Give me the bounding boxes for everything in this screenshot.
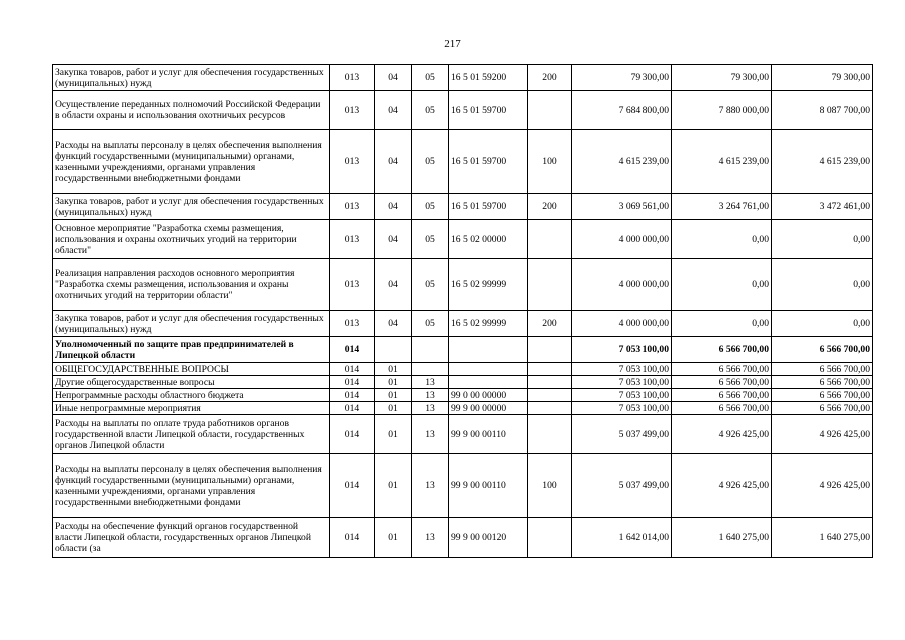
row-name-cell: Осуществление переданных полномочий Российской Федерации в области охраны и использования охотничьих ресурсов	[53, 91, 330, 130]
target-article-cell: 99 9 00 00110	[449, 454, 528, 518]
sum-year2-cell: 6 566 700,00	[672, 376, 772, 389]
razdel-cell: 04	[375, 311, 412, 337]
row-name-cell: Иные непрограммные мероприятия	[53, 402, 330, 415]
razdel-cell: 01	[375, 454, 412, 518]
row-name-cell: Закупка товаров, работ и услуг для обеспечения государственных (муниципальных) нужд	[53, 311, 330, 337]
target-article-cell: 99 0 00 00000	[449, 389, 528, 402]
ved-cell: 014	[330, 363, 375, 376]
podrazdel-cell: 13	[412, 402, 449, 415]
target-article-cell: 99 9 00 00000	[449, 402, 528, 415]
row-name-cell: Расходы на обеспечение функций органов государственной власти Липецкой области, государственных органов Липецкой области (за	[53, 518, 330, 558]
table-row	[53, 376, 873, 389]
ved-cell: 014	[330, 415, 375, 454]
ved-cell: 013	[330, 259, 375, 311]
expense-type-cell	[528, 259, 572, 311]
sum-year2-cell: 6 566 700,00	[672, 363, 772, 376]
table-row	[53, 415, 873, 454]
sum-year3-cell: 6 566 700,00	[772, 337, 873, 363]
razdel-cell: 04	[375, 91, 412, 130]
sum-year2-cell: 3 264 761,00	[672, 194, 772, 220]
table-row	[53, 91, 873, 130]
row-name-cell: Расходы на выплаты персоналу в целях обеспечения выполнения функций государственными (муниципальными) органами, казенными учреждениями, органами управления государственными внебюджетными фондами	[53, 130, 330, 194]
expense-type-cell: 100	[528, 130, 572, 194]
expense-type-cell	[528, 363, 572, 376]
sum-year1-cell: 4 000 000,00	[572, 311, 672, 337]
razdel-cell: 04	[375, 130, 412, 194]
ved-cell: 014	[330, 337, 375, 363]
sum-year2-cell: 4 615 239,00	[672, 130, 772, 194]
target-article-cell: 16 5 01 59200	[449, 65, 528, 91]
target-article-cell: 16 5 01 59700	[449, 130, 528, 194]
expense-type-cell	[528, 376, 572, 389]
ved-cell: 013	[330, 65, 375, 91]
expense-type-cell	[528, 518, 572, 558]
podrazdel-cell: 13	[412, 415, 449, 454]
sum-year2-cell: 0,00	[672, 220, 772, 259]
table-row	[53, 130, 873, 194]
podrazdel-cell: 13	[412, 376, 449, 389]
expense-type-cell: 200	[528, 65, 572, 91]
sum-year1-cell: 7 053 100,00	[572, 363, 672, 376]
sum-year3-cell: 6 566 700,00	[772, 376, 873, 389]
table-row	[53, 311, 873, 337]
sum-year2-cell: 6 566 700,00	[672, 389, 772, 402]
sum-year2-cell: 0,00	[672, 259, 772, 311]
podrazdel-cell: 05	[412, 91, 449, 130]
table-row	[53, 454, 873, 518]
sum-year1-cell: 79 300,00	[572, 65, 672, 91]
sum-year3-cell: 1 640 275,00	[772, 518, 873, 558]
sum-year1-cell: 1 642 014,00	[572, 518, 672, 558]
sum-year3-cell: 0,00	[772, 220, 873, 259]
sum-year3-cell: 8 087 700,00	[772, 91, 873, 130]
expense-type-cell	[528, 91, 572, 130]
ved-cell: 014	[330, 454, 375, 518]
razdel-cell: 01	[375, 402, 412, 415]
table-body	[53, 65, 873, 558]
razdel-cell: 01	[375, 518, 412, 558]
sum-year2-cell: 1 640 275,00	[672, 518, 772, 558]
sum-year1-cell: 5 037 499,00	[572, 415, 672, 454]
ved-cell: 014	[330, 376, 375, 389]
sum-year1-cell: 7 053 100,00	[572, 337, 672, 363]
ved-cell: 014	[330, 402, 375, 415]
sum-year1-cell: 7 053 100,00	[572, 389, 672, 402]
table-row	[53, 518, 873, 558]
ved-cell: 013	[330, 194, 375, 220]
razdel-cell: 04	[375, 220, 412, 259]
razdel-cell: 01	[375, 363, 412, 376]
sum-year1-cell: 7 053 100,00	[572, 402, 672, 415]
table-row	[53, 389, 873, 402]
table-row	[53, 65, 873, 91]
row-name-cell: Реализация направления расходов основного мероприятия "Разработка схемы размещения, использования и охраны охотничьих угодий на территории области"	[53, 259, 330, 311]
sum-year3-cell: 3 472 461,00	[772, 194, 873, 220]
sum-year1-cell: 7 684 800,00	[572, 91, 672, 130]
target-article-cell	[449, 376, 528, 389]
sum-year3-cell: 79 300,00	[772, 65, 873, 91]
sum-year3-cell: 4 615 239,00	[772, 130, 873, 194]
razdel-cell	[375, 337, 412, 363]
sum-year3-cell: 4 926 425,00	[772, 415, 873, 454]
target-article-cell: 99 9 00 00120	[449, 518, 528, 558]
razdel-cell: 04	[375, 65, 412, 91]
sum-year2-cell: 4 926 425,00	[672, 454, 772, 518]
target-article-cell: 16 5 01 59700	[449, 194, 528, 220]
row-name-cell: Закупка товаров, работ и услуг для обеспечения государственных (муниципальных) нужд	[53, 65, 330, 91]
expense-type-cell	[528, 389, 572, 402]
row-name-cell: Непрограммные расходы областного бюджета	[53, 389, 330, 402]
ved-cell: 013	[330, 220, 375, 259]
podrazdel-cell: 05	[412, 65, 449, 91]
podrazdel-cell	[412, 363, 449, 376]
sum-year2-cell: 7 880 000,00	[672, 91, 772, 130]
target-article-cell: 16 5 02 00000	[449, 220, 528, 259]
row-name-cell: Расходы на выплаты персоналу в целях обеспечения выполнения функций государственными (муниципальными) органами, казенными учреждениями, органами управления государственными внебюджетными фондами	[53, 454, 330, 518]
expense-type-cell	[528, 415, 572, 454]
table-row	[53, 259, 873, 311]
podrazdel-cell: 13	[412, 389, 449, 402]
table-row	[53, 194, 873, 220]
razdel-cell: 01	[375, 415, 412, 454]
sum-year2-cell: 6 566 700,00	[672, 337, 772, 363]
sum-year1-cell: 3 069 561,00	[572, 194, 672, 220]
budget-table	[52, 64, 873, 558]
podrazdel-cell: 05	[412, 130, 449, 194]
table-row	[53, 337, 873, 363]
podrazdel-cell: 13	[412, 518, 449, 558]
sum-year3-cell: 0,00	[772, 259, 873, 311]
expense-type-cell: 100	[528, 454, 572, 518]
table-row	[53, 220, 873, 259]
row-name-cell: Основное мероприятие "Разработка схемы размещения, использования и охраны охотничьих угодий на территории области"	[53, 220, 330, 259]
expense-type-cell	[528, 402, 572, 415]
razdel-cell: 01	[375, 389, 412, 402]
sum-year2-cell: 79 300,00	[672, 65, 772, 91]
row-name-cell: Уполномоченный по защите прав предпринимателей в Липецкой области	[53, 337, 330, 363]
ved-cell: 014	[330, 518, 375, 558]
row-name-cell: Расходы на выплаты по оплате труда работников органов государственной власти Липецкой области, государственных органов Липецкой области	[53, 415, 330, 454]
sum-year1-cell: 7 053 100,00	[572, 376, 672, 389]
ved-cell: 013	[330, 91, 375, 130]
ved-cell: 014	[330, 389, 375, 402]
podrazdel-cell: 05	[412, 194, 449, 220]
table-row	[53, 363, 873, 376]
podrazdel-cell: 05	[412, 311, 449, 337]
sum-year1-cell: 4 000 000,00	[572, 220, 672, 259]
sum-year2-cell: 0,00	[672, 311, 772, 337]
sum-year3-cell: 6 566 700,00	[772, 389, 873, 402]
target-article-cell: 16 5 01 59700	[449, 91, 528, 130]
target-article-cell: 16 5 02 99999	[449, 259, 528, 311]
sum-year2-cell: 4 926 425,00	[672, 415, 772, 454]
sum-year1-cell: 5 037 499,00	[572, 454, 672, 518]
row-name-cell: Закупка товаров, работ и услуг для обеспечения государственных (муниципальных) нужд	[53, 194, 330, 220]
podrazdel-cell: 05	[412, 259, 449, 311]
target-article-cell	[449, 337, 528, 363]
podrazdel-cell: 05	[412, 220, 449, 259]
expense-type-cell	[528, 337, 572, 363]
podrazdel-cell: 13	[412, 454, 449, 518]
page-number: 217	[444, 38, 461, 50]
sum-year3-cell: 6 566 700,00	[772, 363, 873, 376]
row-name-cell: Другие общегосударственные вопросы	[53, 376, 330, 389]
sum-year1-cell: 4 000 000,00	[572, 259, 672, 311]
sum-year3-cell: 6 566 700,00	[772, 402, 873, 415]
target-article-cell: 99 9 00 00110	[449, 415, 528, 454]
podrazdel-cell	[412, 337, 449, 363]
razdel-cell: 01	[375, 376, 412, 389]
sum-year3-cell: 0,00	[772, 311, 873, 337]
razdel-cell: 04	[375, 194, 412, 220]
sum-year2-cell: 6 566 700,00	[672, 402, 772, 415]
razdel-cell: 04	[375, 259, 412, 311]
target-article-cell	[449, 363, 528, 376]
target-article-cell: 16 5 02 99999	[449, 311, 528, 337]
expense-type-cell: 200	[528, 194, 572, 220]
expense-type-cell: 200	[528, 311, 572, 337]
expense-type-cell	[528, 220, 572, 259]
row-name-cell: ОБЩЕГОСУДАРСТВЕННЫЕ ВОПРОСЫ	[53, 363, 330, 376]
table-row	[53, 402, 873, 415]
sum-year1-cell: 4 615 239,00	[572, 130, 672, 194]
ved-cell: 013	[330, 130, 375, 194]
ved-cell: 013	[330, 311, 375, 337]
sum-year3-cell: 4 926 425,00	[772, 454, 873, 518]
